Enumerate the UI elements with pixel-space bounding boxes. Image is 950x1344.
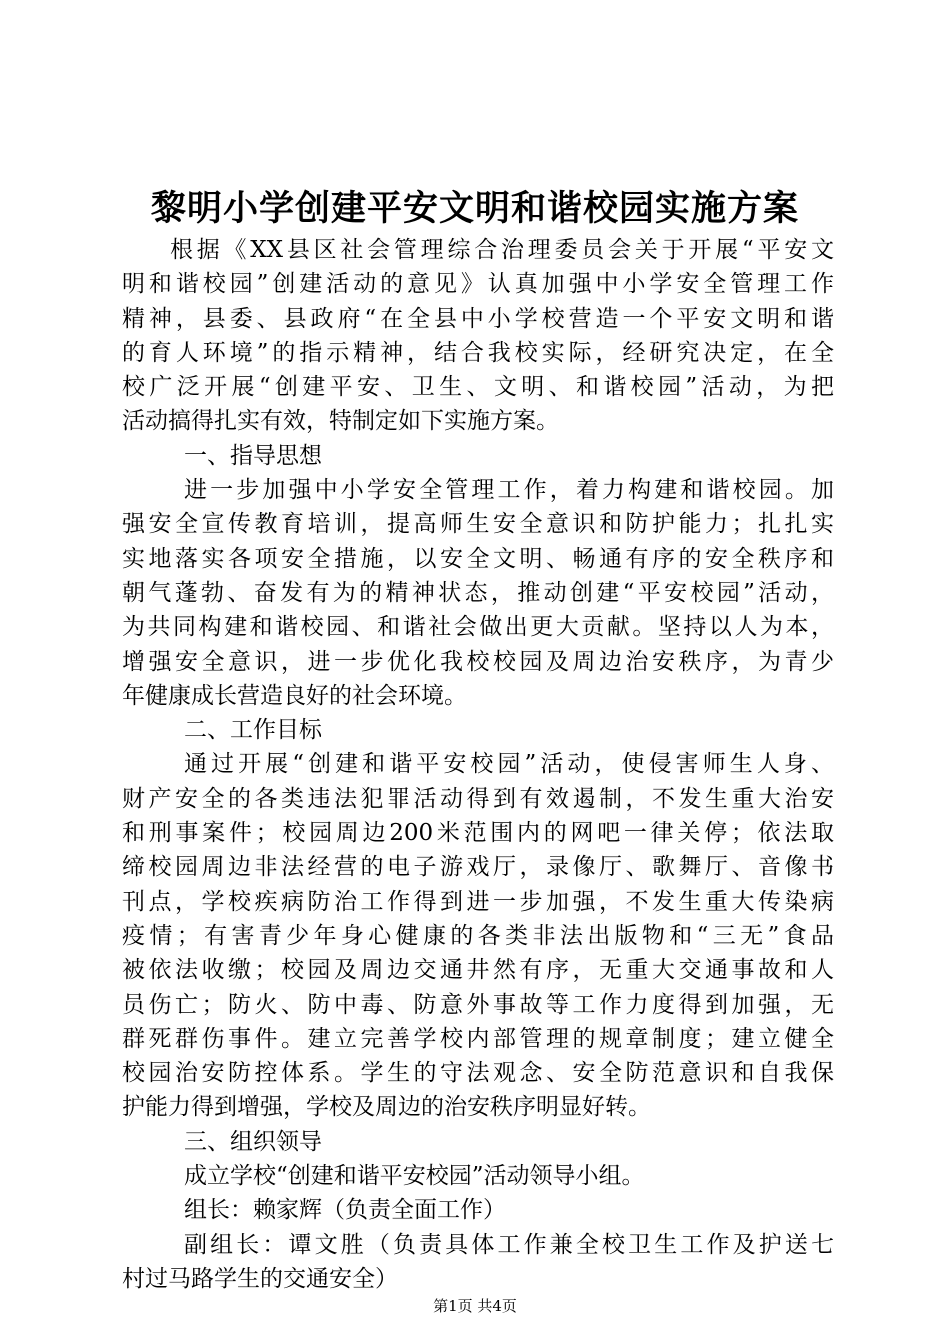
- body-line: 组长：赖家辉（负责全面工作）: [184, 1197, 506, 1224]
- document-title: 黎明小学创建平安文明和谐校园实施方案: [150, 188, 799, 229]
- body-line: 员伤亡；防火、防中毒、防意外事故等工作力度得到加强，无: [122, 991, 834, 1018]
- body-line: 校广泛开展“创建平安、卫生、文明、和谐校园”活动，为把: [122, 374, 834, 401]
- body-line: 年健康成长营造良好的社会环境。: [122, 682, 467, 709]
- body-line: 根据《XX县区社会管理综合治理委员会关于开展“平安文: [170, 237, 834, 263]
- body-line: 村过马路学生的交通安全）: [122, 1265, 398, 1292]
- section-heading: 一、指导思想: [184, 442, 322, 469]
- document-body: [122, 233, 834, 1296]
- body-line: 被依法收缴；校园及周边交通井然有序，无重大交通事故和人: [122, 957, 834, 984]
- body-line: 朝气蓬勃、奋发有为的精神状态，推动创建“平安校园”活动，: [122, 579, 834, 606]
- body-line: 强安全宣传教育培训，提高师生安全意识和防护能力；扎扎实: [122, 511, 834, 538]
- body-line: 护能力得到增强，学校及周边的治安秩序明显好转。: [122, 1094, 651, 1121]
- body-line: 明和谐校园”创建活动的意见》认真加强中小学安全管理工作: [122, 271, 834, 298]
- body-line: 财产安全的各类违法犯罪活动得到有效遏制，不发生重大治安: [122, 785, 834, 812]
- body-line: 活动搞得扎实有效，特制定如下实施方案。: [122, 408, 559, 435]
- body-line: 精神，县委、县政府“在全县中小学校营造一个平安文明和谐: [122, 305, 834, 332]
- body-line: 群死群伤事件。建立完善学校内部管理的规章制度；建立健全: [122, 1025, 834, 1052]
- body-line: 的育人环境”的指示精神，结合我校实际，经研究决定，在全: [122, 339, 834, 366]
- body-line: 通过开展“创建和谐平安校园”活动，使侵害师生人身、: [184, 751, 834, 778]
- body-line: 刊点，学校疾病防治工作得到进一步加强，不发生重大传染病: [122, 888, 834, 915]
- body-line: 实地落实各项安全措施，以安全文明、畅通有序的安全秩序和: [122, 545, 834, 572]
- body-line: 缔校园周边非法经营的电子游戏厅，录像厅、歌舞厅、音像书: [122, 854, 834, 881]
- section-heading: 三、组织领导: [184, 1128, 322, 1155]
- body-line: 副组长：谭文胜（负责具体工作兼全校卫生工作及护送七: [184, 1231, 834, 1258]
- body-line: 成立学校“创建和谐平安校园”活动领导小组。: [184, 1163, 645, 1190]
- body-line: 和刑事案件；校园周边200米范围内的网吧一律关停；依法取: [122, 820, 834, 847]
- page-number: 第1页 共4页: [433, 1297, 517, 1315]
- body-line: 增强安全意识，进一步优化我校校园及周边治安秩序，为青少: [122, 648, 834, 675]
- body-line: 疫情；有害青少年身心健康的各类非法出版物和“三无”食品: [122, 922, 834, 949]
- body-line: 为共同构建和谐校园、和谐社会做出更大贡献。坚持以人为本，: [122, 614, 834, 641]
- body-line: 进一步加强中小学安全管理工作，着力构建和谐校园。加: [184, 477, 834, 504]
- body-line: 校园治安防控体系。学生的守法观念、安全防范意识和自我保: [122, 1060, 834, 1087]
- section-heading: 二、工作目标: [184, 717, 322, 744]
